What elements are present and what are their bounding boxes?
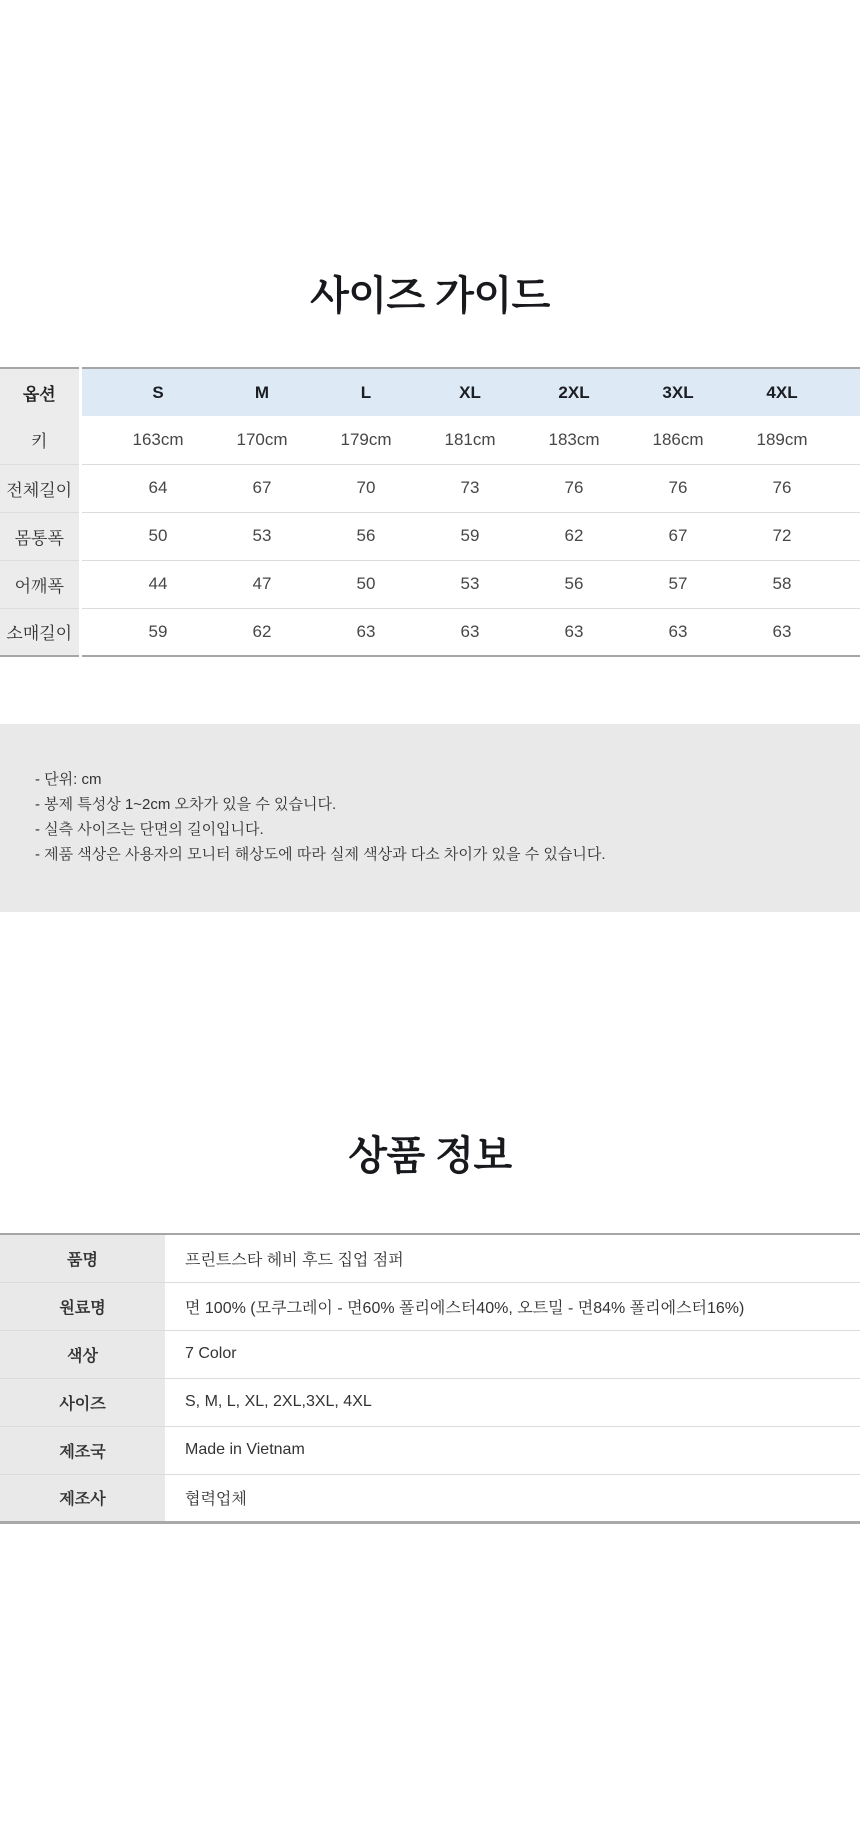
size-row-filler bbox=[834, 608, 860, 656]
info-row-value: Made in Vietnam bbox=[165, 1426, 860, 1474]
size-cell: 58 bbox=[730, 560, 834, 608]
size-cell: 62 bbox=[522, 512, 626, 560]
size-cell: 44 bbox=[106, 560, 210, 608]
size-cell: 53 bbox=[210, 512, 314, 560]
size-row-spacer bbox=[80, 464, 106, 512]
size-row-filler bbox=[834, 560, 860, 608]
size-row-spacer bbox=[80, 416, 106, 464]
info-row-label: 원료명 bbox=[0, 1282, 165, 1330]
size-cell: 62 bbox=[252, 621, 272, 641]
size-col-header: L bbox=[314, 368, 418, 416]
size-row-label: 키 bbox=[0, 416, 80, 464]
size-header-filler bbox=[834, 368, 860, 416]
info-row-value: 프린트스타 헤비 후드 집업 점퍼 bbox=[165, 1234, 860, 1282]
size-cell: 63 bbox=[772, 621, 792, 641]
size-row-label: 어깨폭 bbox=[0, 560, 80, 608]
size-col-header: 3XL bbox=[626, 368, 730, 416]
info-table-row bbox=[0, 1234, 860, 1282]
size-cell: 163cm bbox=[106, 416, 210, 464]
size-cell: 181cm bbox=[418, 416, 522, 464]
size-cell: 56 bbox=[522, 560, 626, 608]
size-cell: 170cm bbox=[210, 416, 314, 464]
size-cell: 53 bbox=[418, 560, 522, 608]
size-col-header: 2XL bbox=[522, 368, 626, 416]
size-cell: 67 bbox=[626, 512, 730, 560]
size-cell: 179cm bbox=[314, 416, 418, 464]
note-line: - 봉제 특성상 1~2cm 오차가 있을 수 있습니다. bbox=[35, 796, 337, 813]
info-row-value: 7 Color bbox=[165, 1330, 860, 1378]
size-cell: 50 bbox=[314, 560, 418, 608]
size-cell: 183cm bbox=[522, 416, 626, 464]
size-cell: 70 bbox=[314, 464, 418, 512]
size-cell: 63 bbox=[564, 621, 584, 641]
size-cell: 59 bbox=[418, 512, 522, 560]
info-row-value: 면 100% (모쿠그레이 - 면60% 폴리에스터40%, 오트밀 - 면84% 폴리에스터16%) bbox=[165, 1282, 860, 1330]
info-row-label: 제조국 bbox=[0, 1426, 165, 1474]
size-guide-title: 사이즈 가이드 bbox=[310, 274, 550, 318]
bottom-whitespace bbox=[0, 1524, 860, 1834]
product-detail-page bbox=[0, 272, 860, 1834]
product-info-table bbox=[0, 1233, 860, 1524]
size-table-row bbox=[0, 416, 860, 464]
size-row-spacer bbox=[80, 512, 106, 560]
size-cell: 76 bbox=[522, 464, 626, 512]
note-line: - 제품 색상은 사용자의 모니터 해상도에 따라 실제 색상과 다소 차이가 있을 수 있습니다. bbox=[35, 846, 606, 863]
size-cell: 59 bbox=[148, 621, 168, 641]
size-cell: 63 bbox=[668, 621, 688, 641]
size-cell: 76 bbox=[626, 464, 730, 512]
size-row-spacer bbox=[80, 560, 106, 608]
note-line: - 실측 사이즈는 단면의 길이입니다. bbox=[35, 821, 264, 838]
size-row-label: 소매길이 bbox=[0, 608, 80, 656]
size-cell: 64 bbox=[106, 464, 210, 512]
size-cell: 47 bbox=[210, 560, 314, 608]
size-cell: 57 bbox=[626, 560, 730, 608]
size-cell: 56 bbox=[314, 512, 418, 560]
size-cell: 76 bbox=[730, 464, 834, 512]
size-row-filler bbox=[834, 416, 860, 464]
size-row-filler bbox=[834, 464, 860, 512]
size-row-spacer bbox=[80, 608, 106, 656]
size-row-filler bbox=[834, 512, 860, 560]
size-cell: 73 bbox=[418, 464, 522, 512]
size-col-header: 4XL bbox=[730, 368, 834, 416]
info-row-label: 품명 bbox=[0, 1234, 165, 1282]
size-col-header: S bbox=[106, 368, 210, 416]
size-cell: 72 bbox=[730, 512, 834, 560]
product-info-title: 상품 정보 bbox=[348, 1134, 512, 1178]
info-table-row bbox=[0, 1330, 860, 1378]
size-guide-header-row bbox=[0, 368, 860, 416]
info-table-row bbox=[0, 1474, 860, 1522]
size-guide-table bbox=[0, 367, 860, 657]
info-row-value: S, M, L, XL, 2XL,3XL, 4XL bbox=[165, 1378, 860, 1426]
size-table-row bbox=[0, 608, 860, 656]
size-cell: 67 bbox=[210, 464, 314, 512]
info-row-label: 색상 bbox=[0, 1330, 165, 1378]
info-table-row bbox=[0, 1282, 860, 1330]
info-row-label: 제조사 bbox=[0, 1474, 165, 1522]
info-row-value: 협력업체 bbox=[185, 1491, 247, 1508]
size-col-header: XL bbox=[418, 368, 522, 416]
size-row-label: 전체길이 bbox=[0, 464, 80, 512]
info-table-row bbox=[0, 1378, 860, 1426]
size-guide-notes bbox=[0, 724, 860, 912]
size-row-label: 몸통폭 bbox=[0, 512, 80, 560]
size-cell: 63 bbox=[460, 621, 480, 641]
size-table-row bbox=[0, 512, 860, 560]
size-cell: 186cm bbox=[626, 416, 730, 464]
size-cell: 189cm bbox=[730, 416, 834, 464]
size-col-header: M bbox=[210, 368, 314, 416]
size-option-header: 옵션 bbox=[0, 368, 80, 416]
note-line: - 단위: cm bbox=[35, 771, 102, 788]
size-cell: 63 bbox=[356, 621, 376, 641]
info-table-row bbox=[0, 1426, 860, 1474]
size-table-row bbox=[0, 560, 860, 608]
size-cell: 50 bbox=[106, 512, 210, 560]
size-header-spacer bbox=[80, 368, 106, 416]
info-row-label: 사이즈 bbox=[0, 1378, 165, 1426]
size-table-row bbox=[0, 464, 860, 512]
